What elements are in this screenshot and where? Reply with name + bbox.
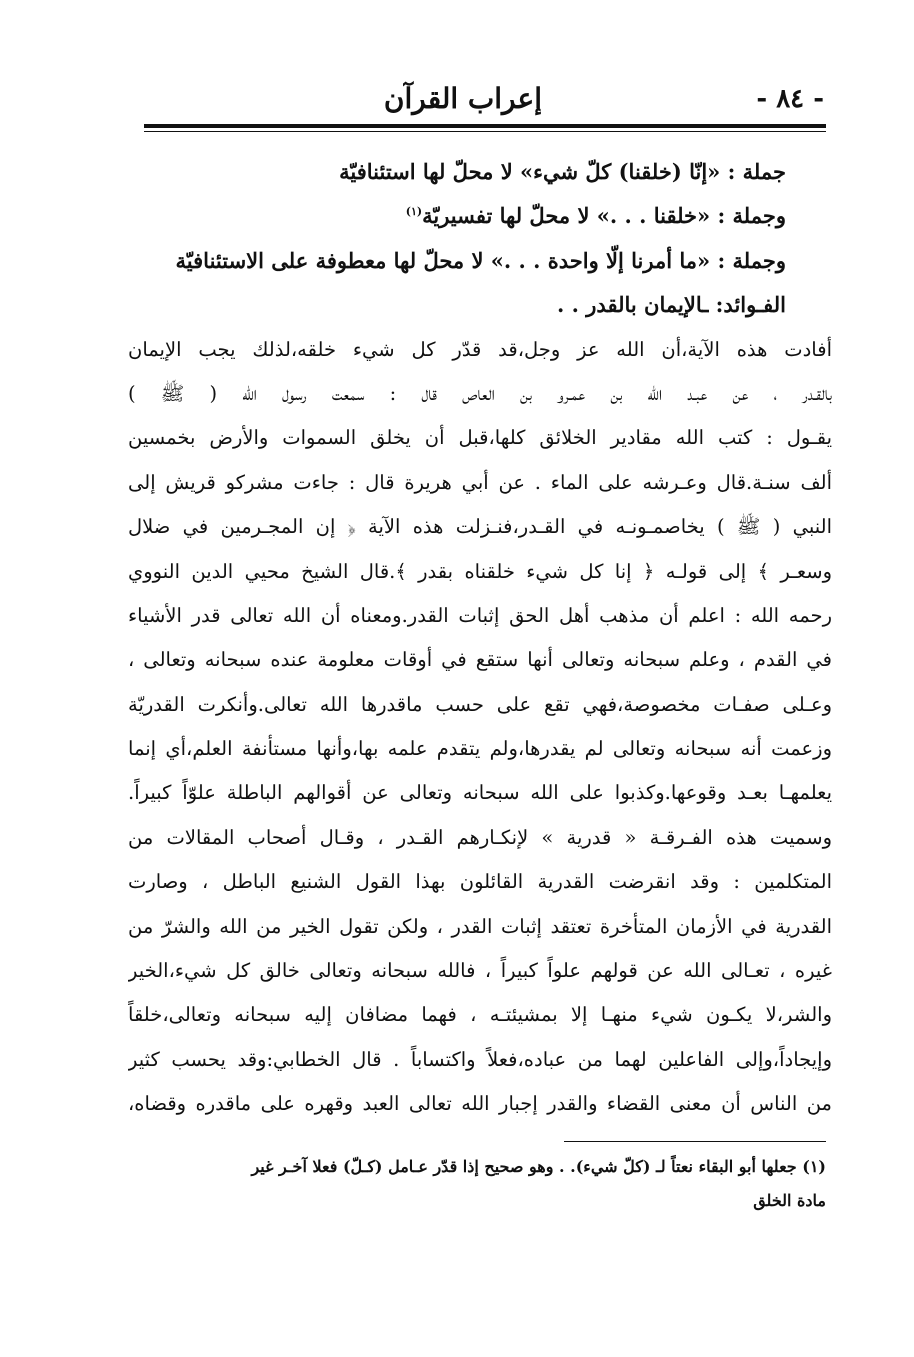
footnote-rule (564, 1141, 826, 1142)
heading-line: وجملة : «خلقنا . . .» لا محلّ لها تفسيريّة$^{(١)}$ (405, 203, 786, 229)
paragraph-line: النبي ( ﷺ ) يخاصمـونـه في القـدر،فنـزلت هذه الآية ﴿ إن المجـرمين في ضلال (128, 515, 832, 539)
heading-line: جملة : «إنّا (خلقنا) كلّ شيء» لا محلّ لها استئنافيّة (339, 159, 786, 184)
page-number: - ٨٤ - (756, 84, 824, 114)
footnotes (140, 1150, 826, 1218)
paragraph-line: وعـلى صفـات مخصوصة،فهي تقع على حسب ماقدرها الله تعالى.وأنكرت القدريّة (128, 692, 832, 716)
paragraph-line: بالقـدر ، عن عبـد الله بن عمـرو بن العاص قال : سمعت رسول الله ( ﷺ ) (128, 381, 832, 405)
body-text (128, 150, 832, 1127)
paragraph-line: وسعـر ﴾ إلى قولـه ﴿ إنا كل شيء خلقناه بقدر ﴾.قال الشيخ محيي الدين النووي (128, 559, 832, 583)
paragraph-line: القدرية في الأزمان المتأخرة تعتقد إثبات القدر ، ولكن تقول الخير من الله والشرّ من (128, 914, 832, 938)
paragraph-line: المتكلمين : وقد انقرضت القدرية القائلون بهذا القول الشنيع الباطل ، وصارت (128, 870, 832, 894)
heading-line: وجملة : «ما أمرنا إلّا واحدة . . .» لا محلّ لها معطوفة على الاستئنافيّة (175, 247, 786, 273)
footnote-line: (١) جعلها أبو البقاء نعتاً لـ (كلّ شيء). . وهو صحيح إذا قدّر عـامل (كـلّ) فعلا آخـر غير (251, 1157, 826, 1176)
paragraph-line: وإيجاداً،وإلى الفاعلين لهما من عباده،فعلاً واكتساباً . قال الخطابي:وقد يحسب كثير (128, 1047, 832, 1071)
benefits-heading: الفـوائد: ـالإيمان بالقدر . . (557, 292, 786, 318)
running-title: إعراب القرآن (383, 82, 542, 115)
paragraph-line: ألف سنـة.قال وعـرشه على الماء . عن أبي هريرة قال : جاءت مشركو قريش إلى (128, 470, 832, 494)
header-rule-thin (144, 131, 826, 132)
paragraph-line: أفادت هذه الآية،أن الله عز وجل،قد قدّر كل شيء خلقه،لذلك يجب الإيمان (128, 337, 832, 361)
footnote-marker: (١) (405, 205, 423, 219)
paragraph-line: يقـول : كتب الله مقادير الخلائق كلها،قبل أن يخلق السموات والأرض بخمسين (128, 426, 832, 450)
page-header (144, 80, 824, 124)
paragraph-line: في القدم ، وعلم سبحانه وتعالى أنها ستقع في أوقات معلومة عنده سبحانه وتعالى ، (128, 648, 832, 672)
header-rule (144, 124, 826, 128)
footnote-line: مادة الخلق (753, 1191, 826, 1210)
paragraph-line: غيره ، تعـالى الله عن قولهم علواً كبيراً ، فالله سبحانه وتعالى خالق كل شيء،الخير (128, 959, 832, 983)
paragraph-line: وسميت هذه الفـرقـة « قدرية » لإنكـارهم القـدر ، وقـال أصحاب المقالات من (128, 825, 832, 849)
paragraph-line: وزعمت أنه سبحانه وتعالى لم يقدرها،ولم يتقدم علمه بها،وأنها مستأنفة العلم،أي إنما (128, 737, 832, 761)
paragraph-line: يعلمهـا بعـد وقوعها.وكذبوا على الله سبحانه وتعالى عن أقوالهم الباطلة علوّاً كبيراً. (128, 781, 832, 805)
paragraph-line: والشر،لا يكـون شيء منهـا إلا بمشيئتـه ، فهما مضافان إليه سبحانه وتعالى،خلقاً (128, 1003, 832, 1027)
paragraph-line: من الناس أن معنى القضاء والقدر إجبار الله تعالى العبد وقهره على ماقدره وقضاه، (128, 1092, 832, 1116)
paragraph-line: رحمه الله : اعلم أن مذهب أهل الحق إثبات القدر.ومعناه أن الله تعالى قدر الأشياء (128, 603, 832, 627)
